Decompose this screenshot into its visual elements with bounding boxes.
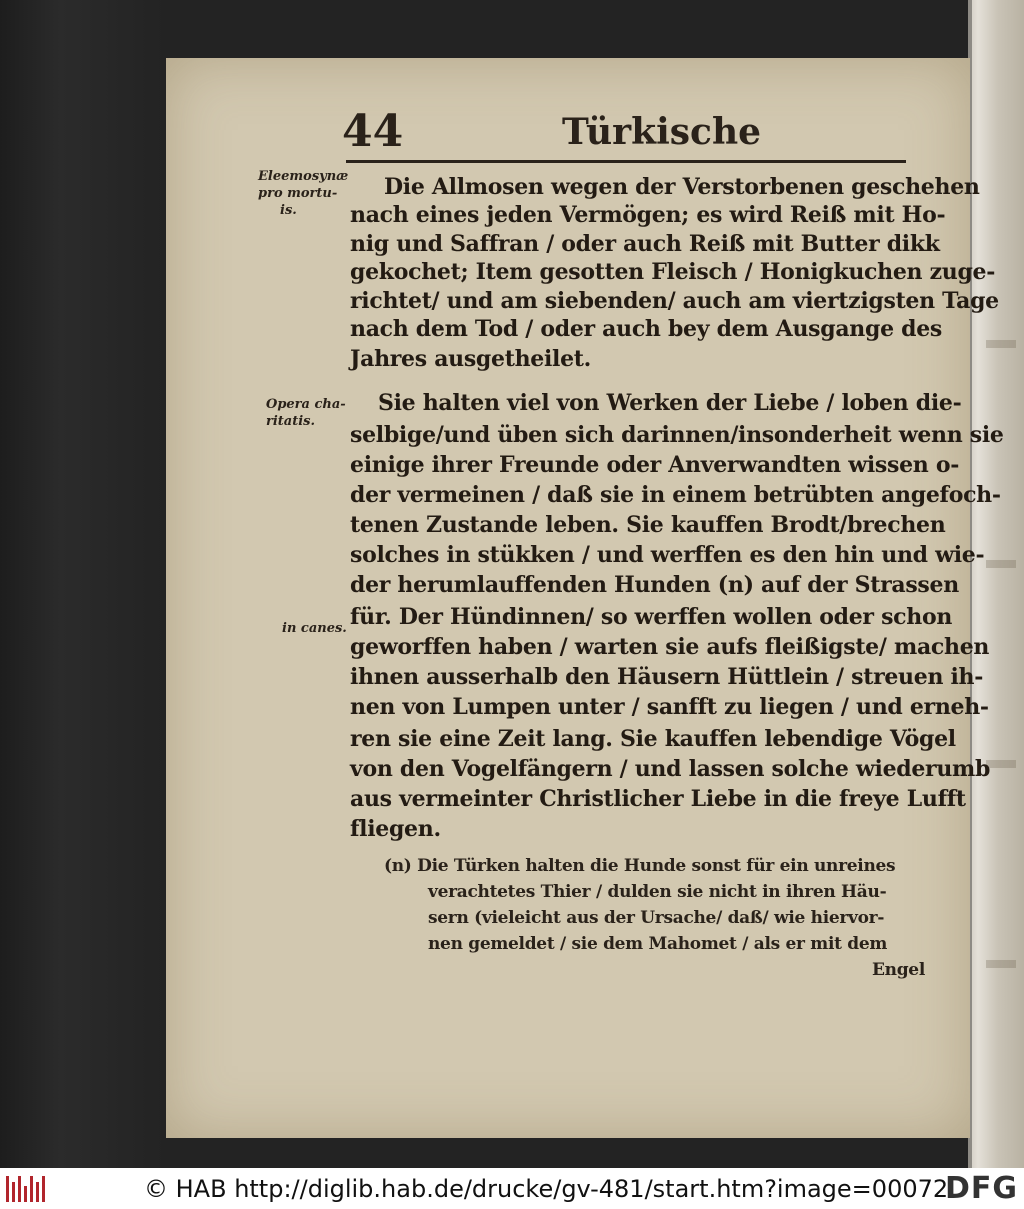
margin-note-line: Opera cha- — [266, 397, 346, 412]
body-text-line: für. Der Hündinnen/ so werffen wollen oder schon — [350, 604, 953, 630]
body-text-line: der herumlauffenden Hunden (n) auf der Strassen — [350, 572, 959, 598]
bleed-through-mark — [986, 340, 1016, 348]
margin-note-line: in canes. — [282, 621, 347, 636]
catchword: Engel — [872, 960, 925, 980]
body-text-line: Jahres ausgetheilet. — [350, 346, 591, 372]
margin-note-line: pro mortu- — [258, 186, 338, 201]
footnote-line: sern (vieleicht aus der Ursache/ daß/ wie hiervor- — [428, 908, 885, 928]
margin-note-line: is. — [280, 203, 297, 218]
body-text-line: richtet/ und am siebenden/ auch am viertzigsten Tage — [350, 288, 999, 314]
viewer-footer — [0, 1168, 1024, 1209]
book-page — [166, 58, 1004, 1138]
body-text-line: einige ihrer Freunde oder Anverwandten wissen o- — [350, 452, 960, 478]
source-url-link[interactable]: © HAB http://diglib.hab.de/drucke/gv-481/start.htm?image=00072 — [144, 1175, 949, 1203]
footnote-line: nen gemeldet / sie dem Mahomet / als er mit dem — [428, 934, 888, 954]
body-text-line: nen von Lumpen unter / sanfft zu liegen / und erneh- — [350, 694, 989, 720]
body-text-line: fliegen. — [350, 816, 441, 842]
footnote-line: (n) Die Türken halten die Hunde sonst für ein unreines — [384, 856, 896, 876]
margin-note-line: Eleemosynæ — [258, 169, 349, 184]
body-text-line: geworffen haben / warten sie aufs fleißigste/ machen — [350, 634, 990, 660]
body-text-line: ihnen ausserhalb den Häusern Hüttlein / streuen ih- — [350, 664, 984, 690]
body-text-line: gekochet; Item gesotten Fleisch / Honigkuchen zuge- — [350, 259, 996, 285]
body-text-line: selbige/und üben sich darinnen/insonderheit wenn sie — [350, 422, 1004, 448]
margin-note-line: ritatis. — [266, 414, 316, 429]
body-text-line: aus vermeinter Christlicher Liebe in die freye Lufft — [350, 786, 966, 812]
body-text-line: nach dem Tod / oder auch bey dem Ausgange des — [350, 316, 943, 342]
body-text-line: solches in stükken / und werffen es den hin und wie- — [350, 542, 985, 568]
running-title: Türkische — [562, 111, 762, 153]
body-text-line: der vermeinen / daß sie in einem betrübten angefoch- — [350, 482, 1001, 508]
body-text-line: ren sie eine Zeit lang. Sie kauffen lebendige Vögel — [350, 726, 956, 752]
margin-note — [258, 168, 350, 219]
hab-logo — [6, 1176, 46, 1202]
body-text-line: von den Vogelfängern / und lassen solche wiederumb — [350, 756, 991, 782]
body-text-line: nach eines jeden Vermögen; es wird Reiß mit Ho- — [350, 202, 946, 228]
bleed-through-mark — [986, 760, 1016, 768]
header-rule — [346, 160, 906, 163]
body-text-line: Die Allmosen wegen der Verstorbenen geschehen — [384, 174, 980, 200]
dfg-logo: DFG — [944, 1171, 1018, 1206]
bleed-through-mark — [986, 560, 1016, 568]
body-text-line: Sie halten viel von Werken der Liebe / loben die- — [378, 390, 962, 416]
body-text-line: tenen Zustande leben. Sie kauffen Brodt/brechen — [350, 512, 946, 538]
bleed-through-mark — [986, 960, 1016, 968]
footnote-line: verachtetes Thier / dulden sie nicht in ihren Häu- — [428, 882, 887, 902]
body-text-line: nig und Saffran / oder auch Reiß mit Butter dikk — [350, 231, 940, 257]
page-number: 44 — [342, 106, 404, 157]
margin-note — [266, 396, 358, 430]
